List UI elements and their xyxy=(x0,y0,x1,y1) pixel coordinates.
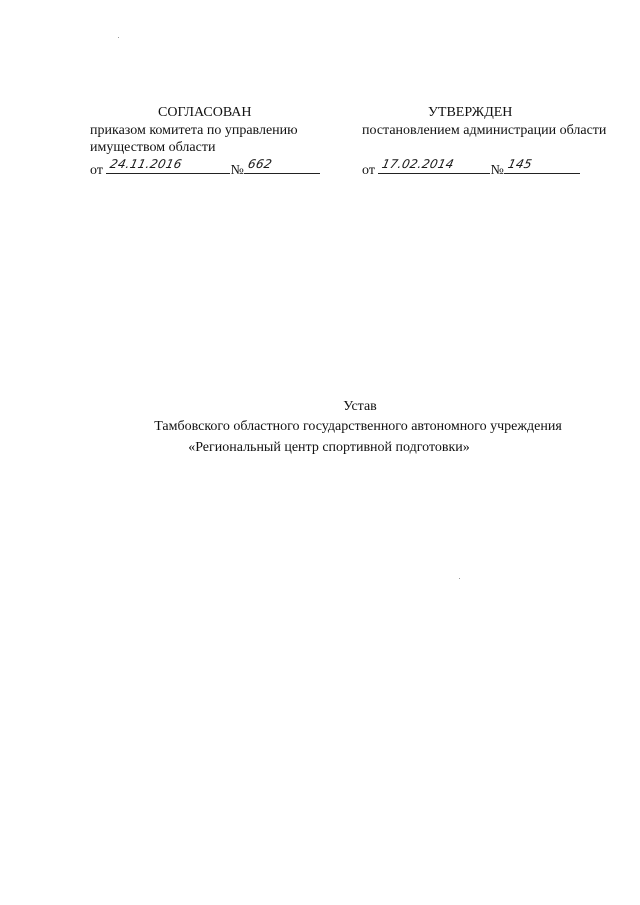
right-number-field xyxy=(504,159,580,174)
right-date-prefix: от xyxy=(362,163,375,178)
left-approval-date-line xyxy=(90,159,320,179)
left-approval-heading: СОГЛАСОВАН xyxy=(158,105,252,120)
right-date-field xyxy=(378,159,490,174)
right-date-handwritten: 17.02.2014 xyxy=(381,157,456,171)
right-number-handwritten: 145 xyxy=(506,157,534,171)
left-number-prefix: № xyxy=(230,163,244,178)
document-title-line2: Тамбовского областного государственного автономного учреждения xyxy=(154,419,562,434)
document-title-line3: «Региональный центр спортивной подготовки» xyxy=(188,440,470,455)
right-approval-heading: УТВЕРЖДЕН xyxy=(428,105,513,120)
left-date-prefix: от xyxy=(90,163,103,178)
left-approval-line1: приказом комитета по управлению xyxy=(90,123,298,138)
left-approval-line2: имуществом области xyxy=(90,140,216,155)
scan-speck xyxy=(118,37,119,38)
document-title-line1: Устав xyxy=(343,399,377,414)
left-date-field xyxy=(106,159,230,174)
right-approval-line1: постановлением администрации области xyxy=(362,123,607,138)
scan-speck xyxy=(459,578,460,579)
left-date-handwritten: 24.11.2016 xyxy=(109,157,184,171)
left-number-field xyxy=(244,159,320,174)
right-number-prefix: № xyxy=(490,163,504,178)
right-approval-date-line xyxy=(362,159,580,179)
left-number-handwritten: 662 xyxy=(246,157,274,171)
